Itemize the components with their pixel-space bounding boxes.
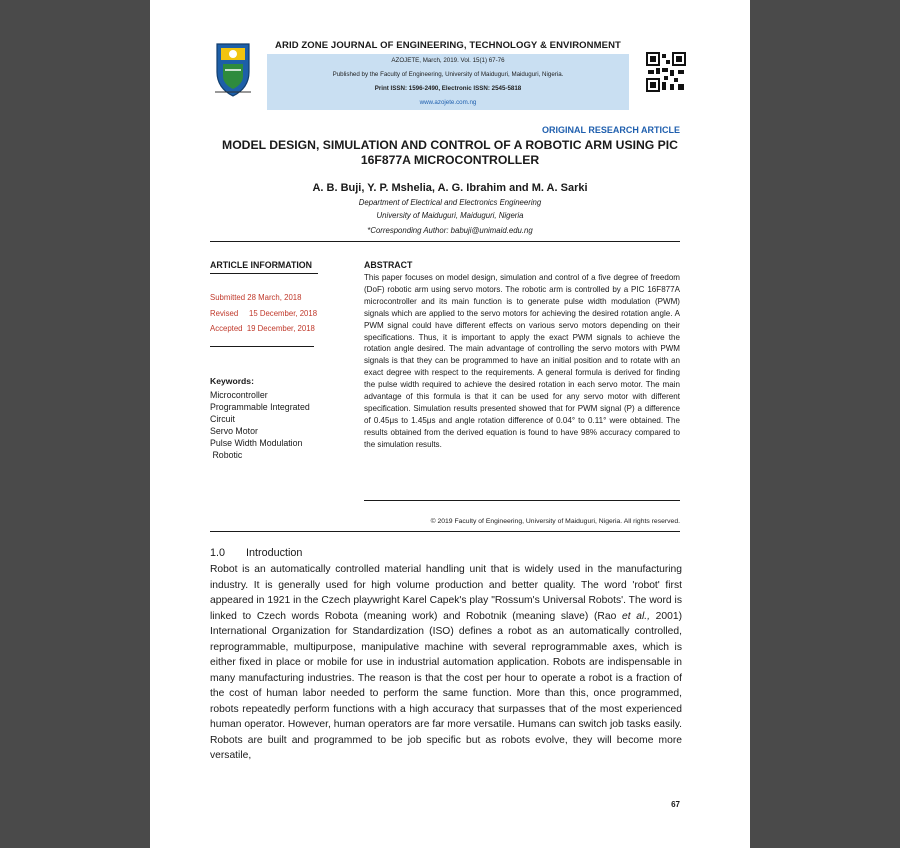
university-crest-icon [213,42,253,98]
corresponding-author: *Corresponding Author: babuji@unimaid.edu.ng [367,226,533,235]
keyword-item: Pulse Width Modulation [210,438,303,448]
page-number: 67 [671,800,680,809]
header-divider [210,241,680,242]
copyright-notice: © 2019 Faculty of Engineering, University of Maiduguri, Nigeria. All rights reserved. [430,518,680,525]
submitted-date: Submitted 28 March, 2018 [210,293,302,302]
keyword-item: Robotic [210,450,243,460]
section-heading [210,547,302,559]
section-number: 1.0 [210,547,226,559]
section-title: Introduction [246,547,303,559]
accepted-date: Accepted 19 December, 2018 [210,324,315,333]
abstract-heading: ABSTRACT [364,260,413,270]
keyword-item: Programmable Integrated [210,402,310,412]
issn-line: Print ISSN: 1596-2490, Electronic ISSN: 2545-5818 [374,85,522,92]
keywords-heading: Keywords: [210,376,254,386]
qr-code-icon [646,52,686,92]
keyword-item: Circuit [210,414,235,424]
author-list: A. B. Buji, Y. P. Mshelia, A. G. Ibrahim and M. A. Sarki [312,182,588,194]
intro-text-part: 2001) International Organization for Standardization (ISO) defines a robot as an automatically controlled, reprogrammable, multipurpose, manipulative machine with several reprogrammable axes, which is either fixed in place or mobile for use in industrial automation application. Robots are indispensable in many manufacturing industries. The reason is that the cost per hour to operate a robot is a fraction of the cost of human labor needed to perform the same function. More than this, once programmed, robots repeatedly perform functions with a high accuracy that surpasses that of the most experienced human operator. However, human operators are far more versatile. Humans can switch job tasks easily. Robots are built and programmed to be job specific but as robots evolve, they will become more versatile, [210,610,683,761]
dates-divider [210,346,314,347]
publisher-line: Published by the Faculty of Engineering, University of Maiduguri, Maiduguri, Nigeria. [332,71,564,78]
introduction-body [210,562,682,764]
article-info-divider [210,273,318,274]
journal-url[interactable]: www.azojete.com.ng [419,99,477,106]
keyword-item: Microcontroller [210,390,268,400]
affiliation-department: Department of Electrical and Electronics Engineering [358,198,542,207]
paper-title: MODEL DESIGN, SIMULATION AND CONTROL OF A ROBOTIC ARM USING PIC 16F877A MICROCONTROLLER [222,138,678,167]
intro-italic-citation: et al., [622,610,650,622]
article-category: ORIGINAL RESEARCH ARTICLE [541,125,680,135]
citation-line: AZOJETE, March, 2019. Vol. 15(1) 67-76 [391,57,505,64]
abstract-text: This paper focuses on model design, simulation and control of a five degree of freedom (DoF) robotic arm using servo motors. The robotic arm is controlled by a PIC 16F877A microcontroller and its main function is to generate pulse width modulation (PWM) signals which are applied to the servo motors for achieving the desired rotation angle. A PWM signal could have different effects on various servo motors depending on their specifications. Thus, it is important to apply the exact PWM signals to achieve the rotation angle desired. The main advantage of controlling the servo motors with PWM signals is that they can be programmed to have an initial position and to rotate with an exact degree with respect to the requirements. A general formula is derived for finding the pulse width required to achieve the desired rotation in each servo motor. The main advantage of this formula is that it can be used for any servo motor with different specification. Simulation results presented showed that for PWM signal (P) a difference of 0.45μs to 1.45μs and angle rotation difference of 0.04° to 0.11° were obtained. The results obtained from the derived equation is found to have 98% accuracy compared to the simulation results. [364,273,680,449]
journal-title: ARID ZONE JOURNAL OF ENGINEERING, TECHNOLOGY & ENVIRONMENT [275,40,621,51]
front-matter-divider [210,531,680,532]
paper-page [150,0,750,848]
revised-date: Revised 15 December, 2018 [210,309,318,318]
intro-text-part: Robot is an automatically controlled material handling unit that is widely used in the manufacturing industry. It is generally used for high volume production and better quality. The word 'robot' first appeared in 1921 in the Czech playwright Karel Capek's play "Rossum's Universal Robots'. The word is linked to Czech words Robota (meaning work) and Robotnik (meaning slave) (Rao [210,564,682,622]
keyword-item: Servo Motor [210,426,258,436]
article-info-heading: ARTICLE INFORMATION [210,260,312,270]
affiliation-university: University of Maiduguri, Maiduguri, Nigeria [376,211,524,220]
abstract-divider [364,500,680,501]
keywords-list [210,389,360,461]
journal-meta-box [267,54,629,110]
